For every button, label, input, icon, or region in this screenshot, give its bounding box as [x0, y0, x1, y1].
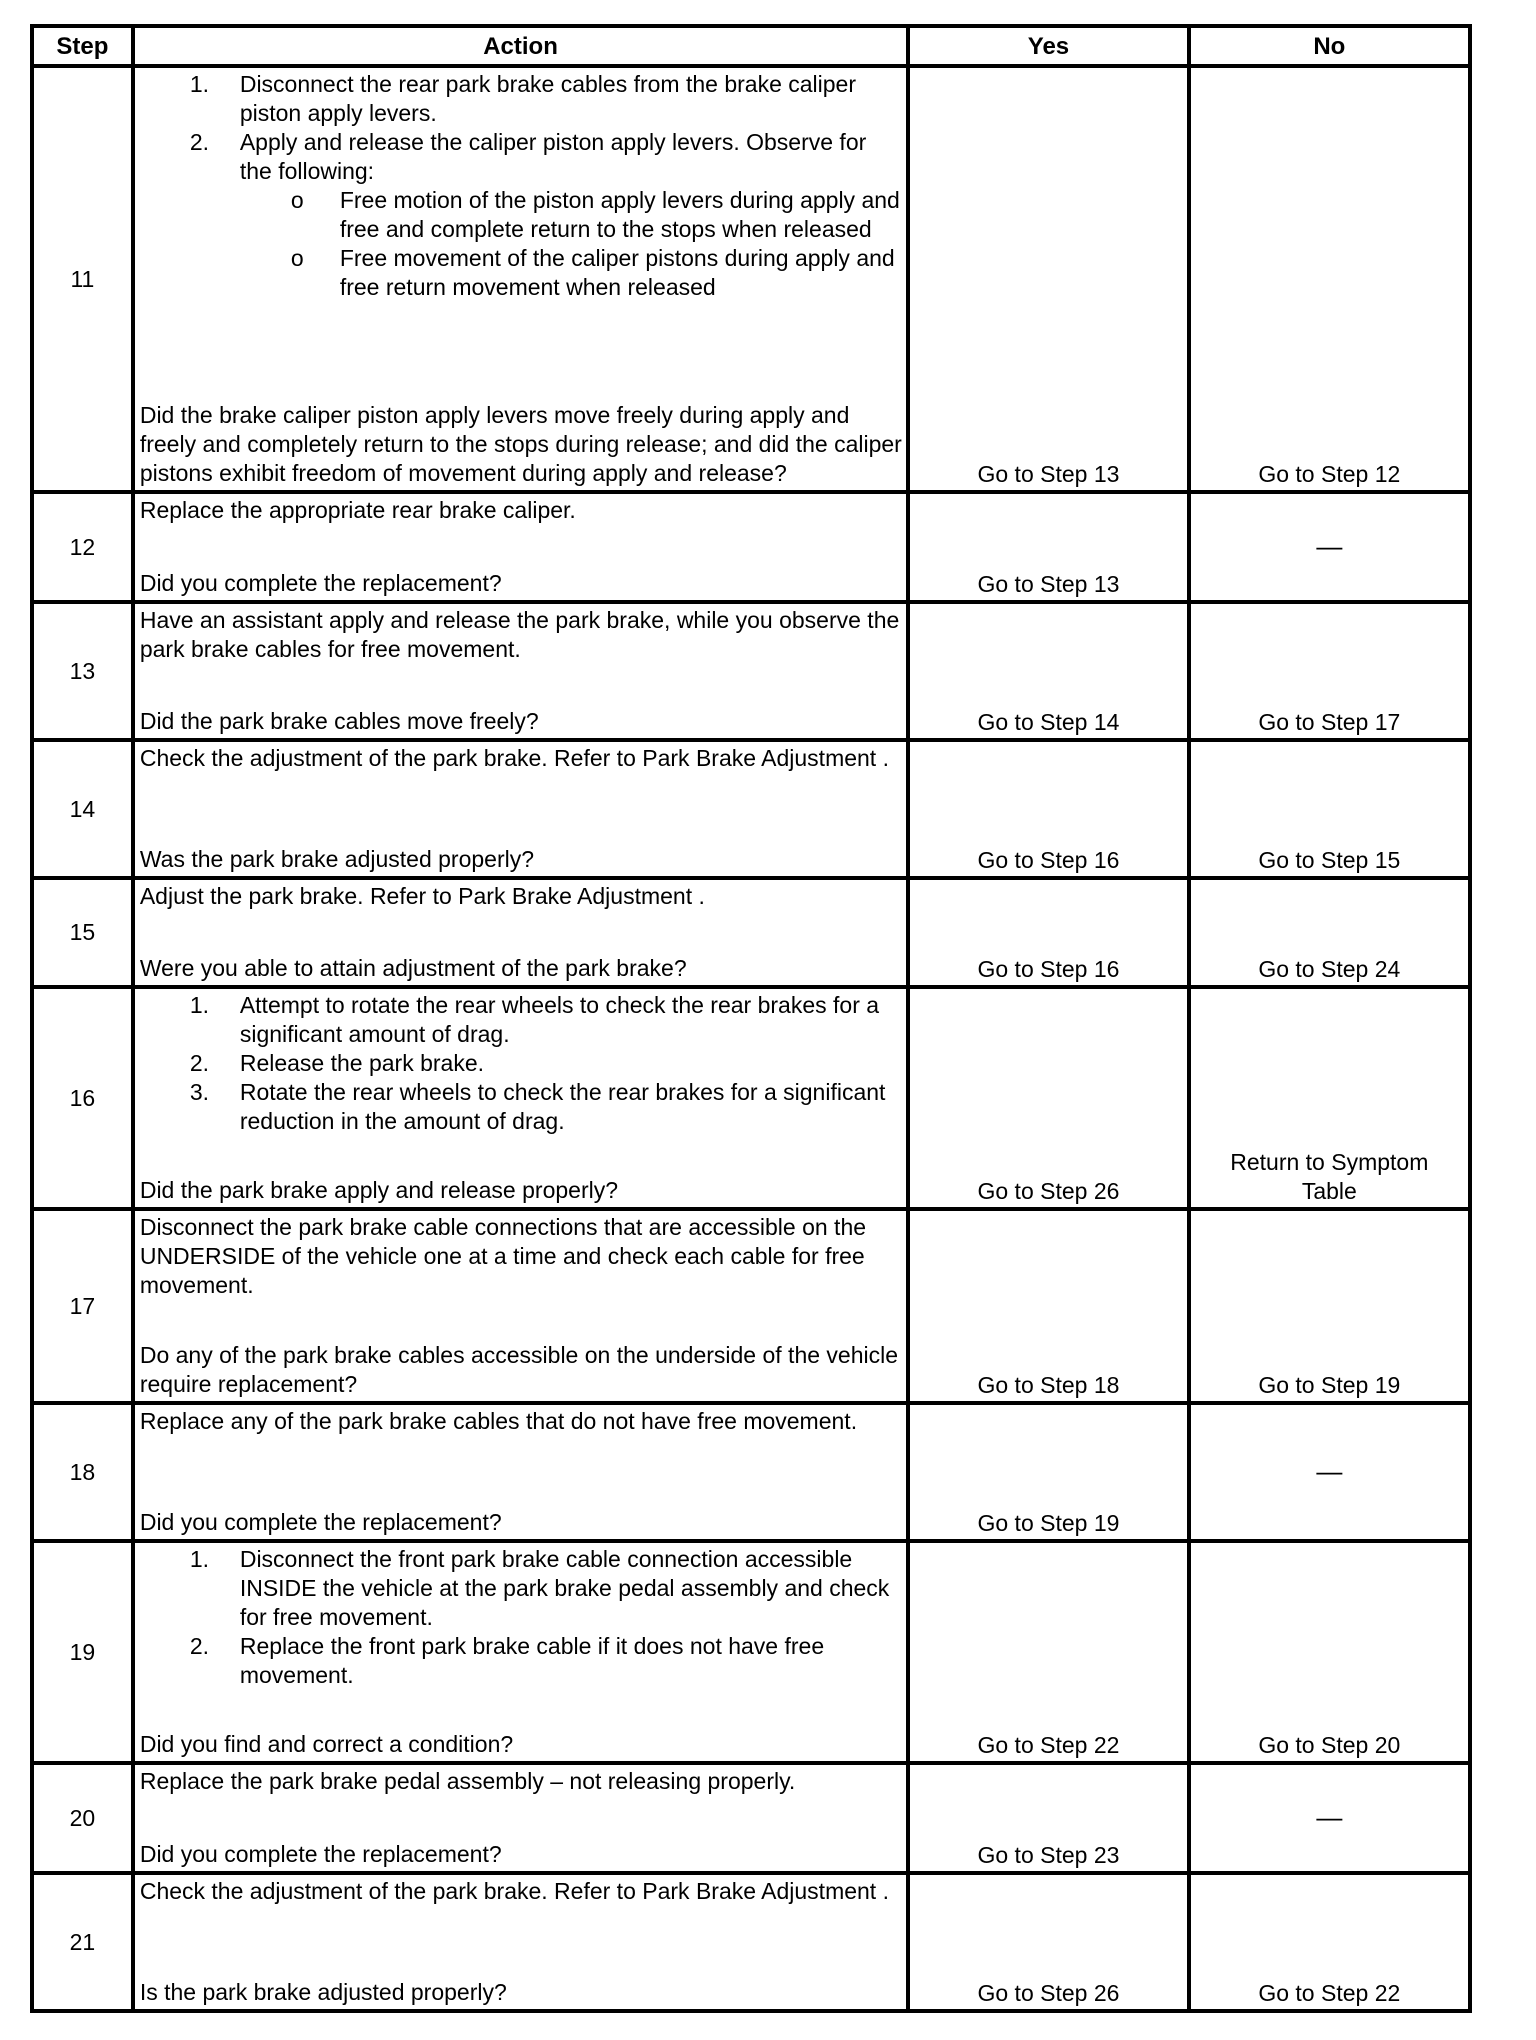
action-text: Disconnect the park brake cable connections that are accessible on the UNDERSIDE of the vehicle one at a time and check each cable for free movement.	[139, 1214, 867, 1298]
yes-result: Go to Step 16	[908, 878, 1188, 987]
yes-result: Go to Step 13	[908, 492, 1188, 602]
question-text: Did you complete the replacement?	[139, 570, 502, 596]
table-row	[32, 492, 1470, 602]
action-text: Adjust the park brake. Refer to Park Brake Adjustment .	[139, 883, 705, 909]
action-text: Check the adjustment of the park brake. Refer to Park Brake Adjustment .	[139, 1878, 889, 1904]
question-text: Was the park brake adjusted properly?	[139, 846, 535, 872]
action-cell	[133, 878, 908, 987]
question-text: Did the park brake apply and release properly?	[139, 1177, 618, 1203]
no-result: Go to Step 12	[1189, 66, 1470, 492]
sub-list-item: o Free movement of the caliper pistons during apply and free return movement when released	[290, 245, 895, 300]
step-number: 11	[32, 66, 133, 492]
question-text: Did you find and correct a condition?	[139, 1731, 514, 1757]
yes-result: Go to Step 18	[908, 1209, 1188, 1403]
action-cell	[133, 66, 908, 492]
no-result: —	[1189, 1763, 1470, 1873]
question-text: Did you complete the replacement?	[139, 1841, 502, 1867]
action-text: Replace the appropriate rear brake caliper.	[139, 497, 576, 523]
list-item-text: Attempt to rotate the rear wheels to check the rear brakes for a significant amount of drag.	[239, 992, 880, 1047]
table-row	[32, 66, 1470, 492]
sub-list-item-text: Free movement of the caliper pistons during apply and free return movement when released	[339, 245, 895, 300]
no-result: Go to Step 15	[1189, 740, 1470, 878]
list-item-text: Rotate the rear wheels to check the rear brakes for a significant reduction in the amount of drag.	[239, 1079, 886, 1134]
yes-result: Go to Step 19	[908, 1403, 1188, 1541]
no-result: Go to Step 22	[1189, 1873, 1470, 2011]
step-number: 17	[32, 1209, 133, 1403]
action-text: Check the adjustment of the park brake. Refer to Park Brake Adjustment .	[139, 745, 889, 771]
list-item: 1. Attempt to rotate the rear wheels to check the rear brakes for a significant amount of drag.	[189, 992, 880, 1047]
step-number: 18	[32, 1403, 133, 1541]
list-item-text: Release the park brake.	[239, 1050, 485, 1076]
step-number: 19	[32, 1541, 133, 1763]
list-item-text: Disconnect the front park brake cable connection accessible INSIDE the vehicle at the park brake pedal assembly and check for free movement.	[239, 1546, 890, 1630]
diagnostic-table	[30, 24, 1472, 2013]
step-number: 20	[32, 1763, 133, 1873]
header-step: Step	[32, 26, 133, 66]
no-result: Go to Step 19	[1189, 1209, 1470, 1403]
step-number: 13	[32, 602, 133, 740]
action-cell	[133, 602, 908, 740]
question-text: Did you complete the replacement?	[139, 1509, 502, 1535]
action-cell	[133, 1763, 908, 1873]
action-text: Replace the park brake pedal assembly – not releasing properly.	[139, 1768, 796, 1794]
question-text: Is the park brake adjusted properly?	[139, 1979, 507, 2005]
question-text: Were you able to attain adjustment of the park brake?	[139, 955, 687, 981]
action-cell	[133, 1873, 908, 2011]
table-row	[32, 1403, 1470, 1541]
sub-list-item: o Free motion of the piston apply levers during apply and free and complete return to the stops when released	[290, 187, 900, 242]
no-result: Go to Step 20	[1189, 1541, 1470, 1763]
table-row	[32, 1541, 1470, 1763]
list-item: 2. Replace the front park brake cable if it does not have free movement.	[189, 1633, 825, 1688]
yes-result: Go to Step 26	[908, 987, 1188, 1209]
list-item: 1. Disconnect the front park brake cable connection accessible INSIDE the vehicle at the park brake pedal assembly and check for free movement.	[189, 1546, 890, 1630]
header-no: No	[1189, 26, 1470, 66]
yes-result: Go to Step 16	[908, 740, 1188, 878]
header-yes: Yes	[908, 26, 1188, 66]
action-cell	[133, 492, 908, 602]
table-row	[32, 1209, 1470, 1403]
yes-result: Go to Step 23	[908, 1763, 1188, 1873]
table-row	[32, 1873, 1470, 2011]
question-text: Did the brake caliper piston apply levers move freely during apply and freely and completely return to the stops during release; and did the caliper pistons exhibit freedom of movement during apply and release?	[139, 402, 902, 486]
list-item-text: Replace the front park brake cable if it does not have free movement.	[239, 1633, 825, 1688]
list-item: 2. Release the park brake.	[189, 1050, 485, 1076]
action-text: Replace any of the park brake cables that do not have free movement.	[139, 1408, 858, 1434]
action-cell	[133, 1209, 908, 1403]
list-item: 2. Apply and release the caliper piston apply levers. Observe for the following:	[189, 129, 867, 184]
action-cell	[133, 1541, 908, 1763]
step-number: 21	[32, 1873, 133, 2011]
yes-result: Go to Step 22	[908, 1541, 1188, 1763]
step-number: 15	[32, 878, 133, 987]
step-number: 16	[32, 987, 133, 1209]
header-action: Action	[133, 26, 908, 66]
action-text: Have an assistant apply and release the park brake, while you observe the park brake cables for free movement.	[139, 607, 900, 662]
action-cell	[133, 1403, 908, 1541]
action-cell	[133, 740, 908, 878]
table-row	[32, 602, 1470, 740]
yes-result: Go to Step 13	[908, 66, 1188, 492]
table-row	[32, 878, 1470, 987]
step-number: 12	[32, 492, 133, 602]
yes-result: Go to Step 14	[908, 602, 1188, 740]
sub-list-item-text: Free motion of the piston apply levers during apply and free and complete return to the stops when released	[339, 187, 900, 242]
list-item-text: Disconnect the rear park brake cables from the brake caliper piston apply levers.	[239, 71, 857, 126]
step-number: 14	[32, 740, 133, 878]
no-result: Go to Step 24	[1189, 878, 1470, 987]
question-text: Did the park brake cables move freely?	[139, 708, 539, 734]
table-row	[32, 987, 1470, 1209]
no-result: —	[1189, 492, 1470, 602]
action-cell	[133, 987, 908, 1209]
list-item: 1. Disconnect the rear park brake cables from the brake caliper piston apply levers.	[189, 71, 857, 126]
yes-result: Go to Step 26	[908, 1873, 1188, 2011]
list-item: 3. Rotate the rear wheels to check the rear brakes for a significant reduction in the amount of drag.	[189, 1079, 886, 1134]
no-result: Go to Step 17	[1189, 602, 1470, 740]
header-row	[32, 26, 1470, 66]
no-result: Return to Symptom Table	[1189, 987, 1470, 1209]
question-text: Do any of the park brake cables accessible on the underside of the vehicle require replacement?	[139, 1342, 899, 1397]
no-result: —	[1189, 1403, 1470, 1541]
list-item-text: Apply and release the caliper piston apply levers. Observe for the following:	[239, 129, 867, 184]
table-row	[32, 1763, 1470, 1873]
table-row	[32, 740, 1470, 878]
